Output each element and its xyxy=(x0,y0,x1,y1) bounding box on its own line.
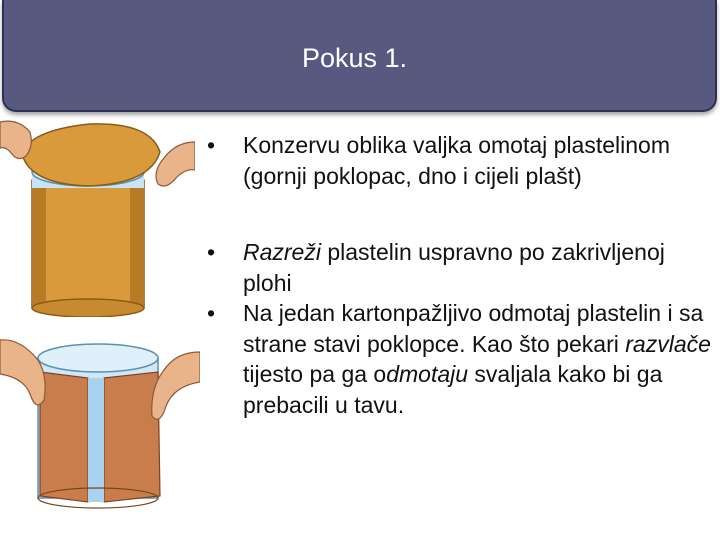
hands-covering-can-illustration xyxy=(0,112,195,317)
bullet-marker: • xyxy=(207,132,216,158)
bullet-item xyxy=(207,237,712,298)
bullet-emphasis: dmotaju xyxy=(386,361,469,387)
bullet-emphasis: razvlače xyxy=(625,330,711,357)
hands-unrolling-plasticine-illustration xyxy=(0,330,200,510)
bullet-item xyxy=(207,130,712,191)
bullet-text: plastelin uspravno po zakrivljenoj plohi xyxy=(243,239,665,296)
bullet-text: Konzervu oblika valjka omotaj plastelinom (gornji poklopac, dno i cijeli plašt) xyxy=(243,132,670,189)
bullet-text: Na jedan kartonpažljivo odmotaj plastelin i sa strane stavi poklopce. Kao što pekari xyxy=(243,300,704,357)
bullet-marker: • xyxy=(207,300,216,326)
bullet-emphasis: Razreži xyxy=(243,239,321,265)
bullet-item xyxy=(207,298,712,420)
bullet-text: tijesto pa ga o xyxy=(243,361,387,387)
bullet-marker: • xyxy=(207,239,216,265)
title-bar xyxy=(2,0,717,112)
bullet-text: svaljala kako bi ga prebacili u tavu. xyxy=(243,361,663,418)
slide-title: Pokus 1. xyxy=(302,43,408,73)
bullet-list xyxy=(207,130,712,420)
